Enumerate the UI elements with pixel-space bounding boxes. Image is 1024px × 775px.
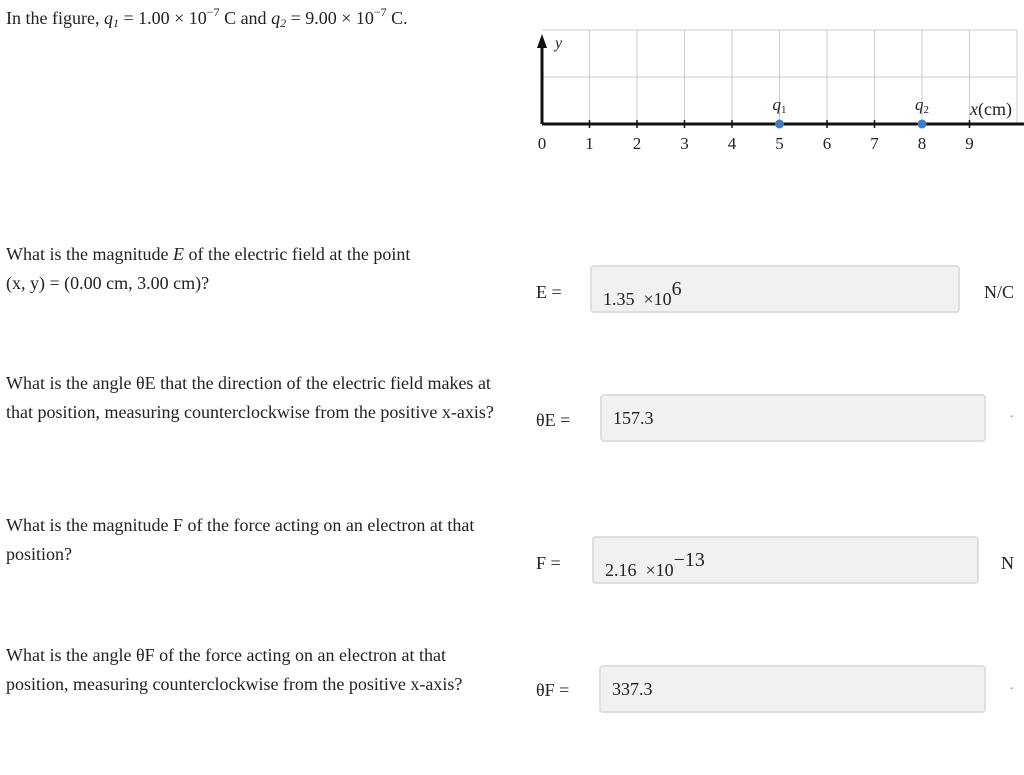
charge-q2-label: q2 <box>915 95 929 116</box>
question-1-symbol: E <box>172 244 184 264</box>
x-tick-label: 3 <box>680 134 689 153</box>
answer-4-label: θF = <box>536 680 570 700</box>
answer-4-input[interactable] <box>599 665 986 713</box>
answer-2-input[interactable] <box>600 394 986 442</box>
question-2: What is the angle θE that the direction of the electric field makes at that position, measuring counterclockwise from the positive x-axis? <box>6 373 494 422</box>
x-tick-label: 0 <box>537 134 547 153</box>
charge-figure <box>528 26 1024 160</box>
answer-1-label: E = <box>536 282 562 302</box>
q2-symbol: q <box>271 8 281 28</box>
charge-q1-label: q1 <box>772 95 787 116</box>
x-tick-label: 8 <box>917 134 927 153</box>
q1-unit: C and <box>224 8 267 28</box>
q2-exponent: −7 <box>373 5 387 19</box>
answer-1-unit: N/C <box>984 282 1015 302</box>
q2-value: = 9.00 × 10 <box>290 8 374 28</box>
x-tick-label: 2 <box>632 134 642 153</box>
answer-3-mantissa: 2.16 <box>605 560 637 580</box>
answer-2-unit: . <box>1010 406 1014 421</box>
answer-1-exponent: 6 <box>671 278 682 300</box>
question-1 <box>6 240 486 298</box>
question-3: What is the magnitude F of the force acting on an electron at that position? <box>6 515 475 564</box>
question-1-point: (x, y) = (0.00 cm, 3.00 cm)? <box>6 273 210 293</box>
problem-statement <box>6 5 408 31</box>
charge-q1-marker <box>775 120 784 129</box>
q1-value: = 1.00 × 10 <box>123 8 207 28</box>
question-1-text-a: What is the magnitude <box>6 244 173 264</box>
x-tick-label: 6 <box>822 134 832 153</box>
answer-3-input[interactable] <box>592 536 979 584</box>
x-tick-label: 5 <box>775 134 784 153</box>
x-tick-label: 9 <box>965 134 974 153</box>
q1-exponent: −7 <box>206 5 220 19</box>
answer-2-label: θE = <box>536 410 571 430</box>
answer-1-mantissa: 1.35 <box>603 289 635 309</box>
y-axis-label: y <box>555 35 563 52</box>
answer-3-label: F = <box>536 553 561 573</box>
intro-prefix: In the figure, <box>6 8 100 28</box>
q1-symbol: q <box>103 8 113 28</box>
answer-4-value: 337.3 <box>612 679 653 699</box>
x-tick-label: 7 <box>870 134 879 153</box>
answer-1-input[interactable] <box>590 265 960 313</box>
q2-unit: C. <box>391 8 408 28</box>
answer-4-unit: . <box>1010 678 1014 693</box>
question-1-text-b: of the electric field at the point <box>183 244 411 264</box>
x-tick-label: 1 <box>585 134 594 153</box>
answer-3-exponent: −13 <box>673 549 705 571</box>
answer-3-times: ×10 <box>645 560 674 580</box>
y-axis-arrow <box>537 34 547 48</box>
q2-subscript: 2 <box>280 16 287 30</box>
charge-q2-marker <box>918 120 927 129</box>
answer-2-value: 157.3 <box>613 408 654 428</box>
x-axis-label: x(cm) <box>970 99 1012 119</box>
x-tick-label: 4 <box>727 134 737 153</box>
question-4: What is the angle θF of the force acting on an electron at that position, measuring counterclockwise from the positive x-axis? <box>6 645 463 694</box>
answer-3-unit: N <box>1001 553 1014 573</box>
answer-1-times: ×10 <box>643 289 672 309</box>
q1-subscript: 1 <box>112 16 119 30</box>
